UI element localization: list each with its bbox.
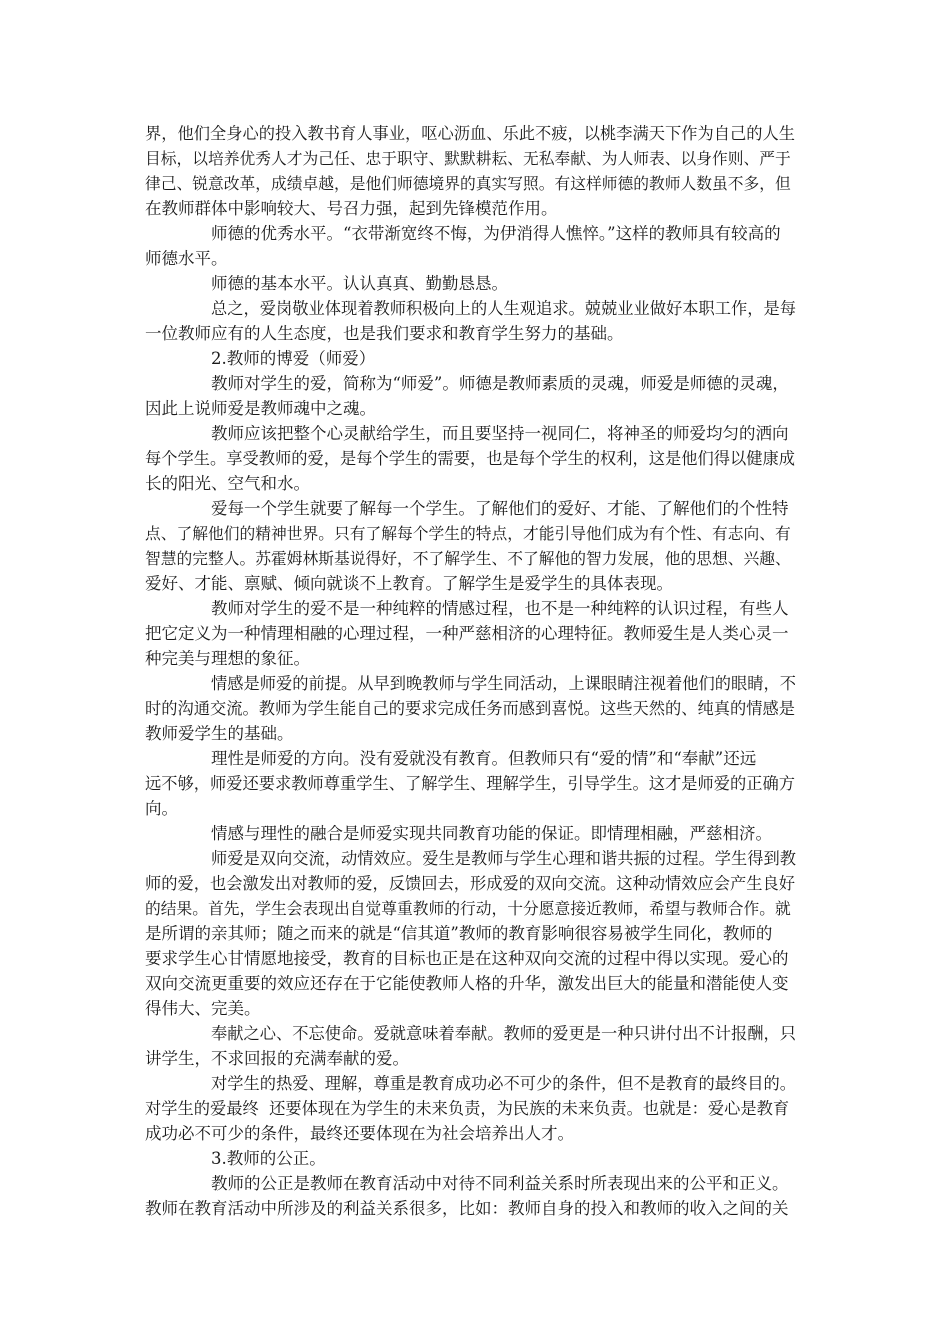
text-line: 2.教师的博爱（师爱） bbox=[211, 349, 376, 368]
text-line: 总之，爱岗敬业体现着教师积极向上的人生观追求。兢兢业业做好本职工作，是每 bbox=[211, 299, 796, 318]
text-line: 成功必不可少的条件，最终还要体现在为社会培养出人才。 bbox=[145, 1124, 574, 1143]
paragraph bbox=[145, 1021, 797, 1071]
text-line: 远不够，师爱还要求教师尊重学生、了解学生、理解学生，引导学生。这才是师爱的正确方 bbox=[145, 774, 795, 793]
text-line: 情感与理性的融合是师爱实现共同教育功能的保证。即情理相融，严慈相济。 bbox=[211, 824, 772, 843]
text-line: 奉献之心、不忘使命。爱就意味着奉献。教师的爱更是一种只讲付出不计报酬，只 bbox=[211, 1024, 796, 1043]
paragraph bbox=[145, 671, 797, 746]
paragraph bbox=[145, 1071, 797, 1146]
text-line: 在教师群体中影响较大、号召力强，起到先锋模范作用。 bbox=[145, 199, 558, 218]
paragraph bbox=[145, 121, 797, 221]
text-line: 要求学生心甘情愿地接受，教育的目标也正是在这种双向交流的过程中得以实现。爱心的 bbox=[145, 949, 789, 968]
text-line: 界，他们全身心的投入教书育人事业，呕心沥血、乐此不疲，以桃李满天下作为自己的人生 bbox=[145, 124, 795, 143]
text-line: 情感是师爱的前提。从早到晚教师与学生同活动，上课眼睛注视着他们的眼睛，不 bbox=[211, 674, 796, 693]
text-line: 双向交流更重要的效应还存在于它能使教师人格的升华，激发出巨大的能量和潜能使人变 bbox=[145, 974, 789, 993]
text-line: 师爱是双向交流，动情效应。爱生是教师与学生心理和谐共振的过程。学生得到教 bbox=[211, 849, 796, 868]
text-line: 教师在教育活动中所涉及的利益关系很多，比如：教师自身的投入和教师的收入之间的关 bbox=[145, 1199, 789, 1218]
text-line: 一位教师应有的人生态度，也是我们要求和教育学生努力的基础。 bbox=[145, 324, 624, 343]
paragraph bbox=[145, 346, 797, 371]
text-line: 爱每一个学生就要了解每一个学生。了解他们的爱好、才能、了解他们的个性特 bbox=[211, 499, 789, 518]
paragraph bbox=[145, 496, 797, 596]
text-line: 是所谓的亲其师；随之而来的就是“信其道”教师的教育影响很容易被学生同化，教师的 bbox=[145, 924, 773, 943]
text-line: 种完美与理想的象征。 bbox=[145, 649, 310, 668]
text-line: 教师对学生的爱，简称为“师爱”。师德是教师素质的灵魂，师爱是师德的灵魂， bbox=[211, 374, 789, 393]
text-line: 师德水平。 bbox=[145, 249, 228, 268]
text-line: 理性是师爱的方向。没有爱就没有教育。但教师只有“爱的情”和“奉献”还远 bbox=[211, 749, 757, 768]
text-line: 教师爱学生的基础。 bbox=[145, 724, 294, 743]
text-line: 时的沟通交流。教师为学生能自己的要求完成任务而感到喜悦。这些天然的、纯真的情感是 bbox=[145, 699, 795, 718]
text-line: 的结果。首先，学生会表现出自觉尊重教师的行动，十分愿意接近教师，希望与教师合作。就 bbox=[145, 899, 791, 918]
text-line: 目标，以培养优秀人才为己任、忠于职守、默默耕耘、无私奉献、为人师表、以身作则、严于 bbox=[145, 149, 791, 168]
text-line: 对学生的爱最终 还要体现在为学生的未来负责，为民族的未来负责。也就是：爱心是教育 bbox=[145, 1099, 790, 1118]
text-line: 讲学生，不求回报的充满奉献的爱。 bbox=[145, 1049, 409, 1068]
text-line: 对学生的热爱、理解，尊重是教育成功必不可少的条件，但不是教育的最终目的。 bbox=[211, 1074, 796, 1093]
text-line: 教师应该把整个心灵献给学生，而且要坚持一视同仁，将神圣的师爱均匀的洒向 bbox=[211, 424, 789, 443]
text-line: 师的爱，也会激发出对教师的爱，反馈回去，形成爱的双向交流。这种动情效应会产生良好 bbox=[145, 874, 795, 893]
text-line: 智慧的完整人。苏霍姆林斯基说得好，不了解学生、不了解他的智力发展，他的思想、兴趣、 bbox=[145, 549, 791, 568]
text-line: 爱好、才能、禀赋、倾向就谈不上教育。了解学生是爱学生的具体表现。 bbox=[145, 574, 673, 593]
text-line: 3.教师的公正。 bbox=[211, 1149, 326, 1168]
text-line: 点、了解他们的精神世界。只有了解每个学生的特点，才能引导他们成为有个性、有志向、有 bbox=[145, 524, 791, 543]
text-line: 每个学生。享受教师的爱，是每个学生的需要，也是每个学生的权利，这是他们得以健康成 bbox=[145, 449, 795, 468]
paragraph bbox=[145, 1171, 797, 1221]
paragraph bbox=[145, 421, 797, 496]
paragraph bbox=[145, 221, 797, 271]
text-line: 得伟大、完美。 bbox=[145, 999, 261, 1018]
paragraph bbox=[145, 746, 797, 821]
paragraph bbox=[145, 296, 797, 346]
text-line: 师德的基本水平。认认真真、勤勤恳恳。 bbox=[211, 274, 508, 293]
text-line: 教师对学生的爱不是一种纯粹的情感过程，也不是一种纯粹的认识过程，有些人 bbox=[211, 599, 789, 618]
text-line: 向。 bbox=[145, 799, 178, 818]
paragraph bbox=[145, 1146, 797, 1171]
text-line: 律己、锐意改革，成绩卓越，是他们师德境界的真实写照。有这样师德的教师人数虽不多，但 bbox=[145, 174, 791, 193]
text-line: 把它定义为一种情理相融的心理过程，一种严慈相济的心理特征。教师爱生是人类心灵一 bbox=[145, 624, 789, 643]
text-line: 因此上说师爱是教师魂中之魂。 bbox=[145, 399, 376, 418]
document-body bbox=[145, 121, 797, 1221]
paragraph bbox=[145, 846, 797, 1021]
paragraph bbox=[145, 821, 797, 846]
paragraph bbox=[145, 596, 797, 671]
paragraph bbox=[145, 371, 797, 421]
paragraph bbox=[145, 271, 797, 296]
text-line: 教师的公正是教师在教育活动中对待不同利益关系时所表现出来的公平和正义。 bbox=[211, 1174, 789, 1193]
text-line: 长的阳光、空气和水。 bbox=[145, 474, 310, 493]
text-line: 师德的优秀水平。“衣带渐宽终不悔，为伊消得人憔悴。”这样的教师具有较高的 bbox=[211, 224, 781, 243]
